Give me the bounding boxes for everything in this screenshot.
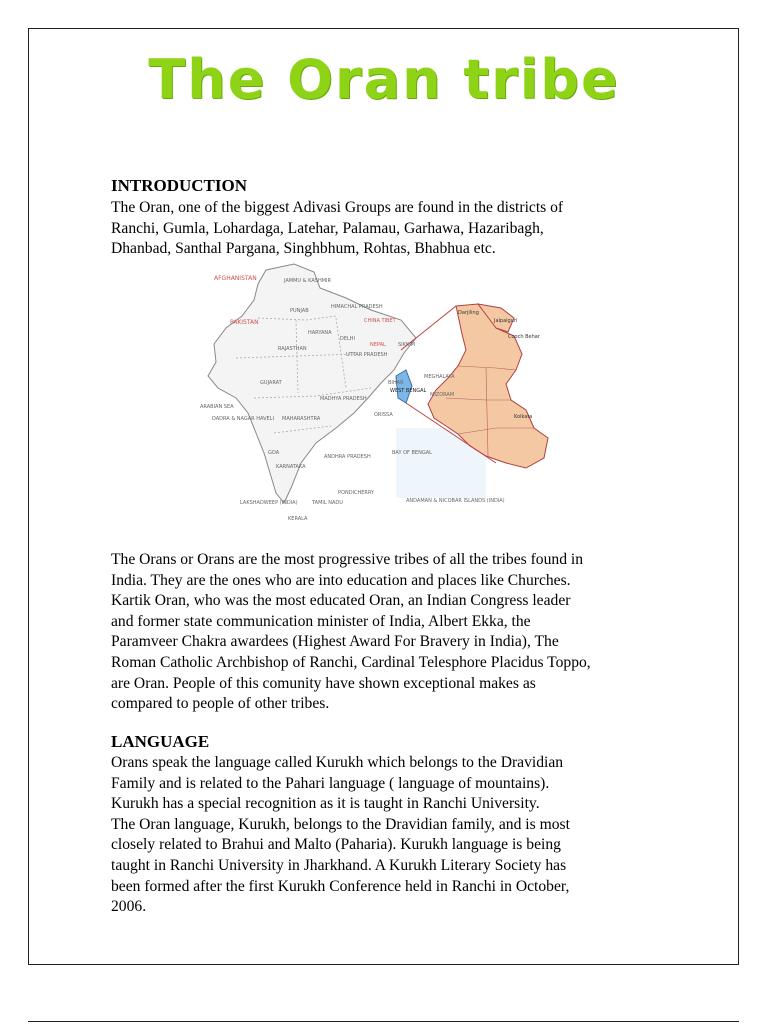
map-label: MAHARASHTRA	[282, 416, 321, 422]
map-label: JAMMU & KASHMIR	[284, 278, 331, 284]
map-label: ORISSA	[374, 412, 393, 418]
text-line: 2006.	[111, 898, 147, 916]
map-label: BIHAR	[388, 380, 404, 386]
map-label: AFGHANISTAN	[214, 275, 257, 282]
map-label: NEPAL	[370, 342, 386, 348]
map-label: MIZORAM	[430, 392, 455, 398]
map-label: BAY OF BENGAL	[392, 450, 432, 456]
introduction-paragraph	[111, 198, 671, 260]
map-label: RAJASTHAN	[278, 346, 307, 352]
map-label: DELHI	[340, 336, 356, 342]
map-label: PUNJAB	[290, 308, 309, 314]
map-label: PAKISTAN	[230, 319, 259, 326]
text-line: Roman Catholic Archbishop of Ranchi, Cardinal Telesphore Placidus Toppo,	[111, 653, 591, 671]
india-map	[196, 258, 576, 522]
map-label: HIMACHAL PRADESH	[331, 304, 383, 310]
west-bengal-marker	[396, 370, 412, 403]
map-label: CHINA TIBET	[364, 318, 396, 324]
map-label: LAKSHADWEEP (INDIA)	[240, 500, 298, 506]
map-label: MADHYA PRADESH	[320, 396, 367, 402]
text-line: The Oran language, Kurukh, belongs to the Dravidian family, and is most	[111, 815, 570, 833]
text-line: The Oran, one of the biggest Adivasi Groups are found in the districts of	[111, 199, 564, 216]
text-line: Dhanbad, Santhal Pargana, Singhbhum, Rohtas, Bhabhua etc.	[111, 240, 496, 258]
next-page-frame	[28, 1021, 739, 1032]
map-label: KARNATAKA	[276, 464, 306, 470]
text-line: are Oran. People of this comunity have shown exceptional makes as	[111, 674, 536, 692]
map-label: DADRA & NAGAR HAVELI	[212, 416, 274, 422]
text-line: and former state communication minister of India, Albert Ekka, the	[111, 612, 531, 630]
map-label: KERALA	[288, 516, 308, 522]
introduction-heading: INTRODUCTION	[111, 176, 248, 195]
map-label: HARYANA	[308, 330, 332, 336]
text-line: India. They are the ones who are into education and places like Churches.	[111, 571, 571, 589]
text-line: Kartik Oran, who was the most educated Oran, an Indian Congress leader	[111, 592, 571, 610]
map-label: TAMIL NADU	[312, 500, 343, 506]
text-line: been formed after the first Kurukh Conference held in Ranchi in October,	[111, 877, 570, 895]
text-line: Orans speak the language called Kurukh which belongs to the Dravidian	[111, 754, 564, 771]
map-label: Cooch Behar	[508, 334, 540, 340]
text-line: Kurukh has a special recognition as it is taught in Ranchi University.	[111, 795, 540, 813]
map-label: GUJARAT	[260, 380, 282, 386]
map-label: ANDAMAN & NICOBAR ISLANDS (INDIA)	[406, 498, 505, 504]
body-paragraph	[111, 550, 671, 715]
language-paragraph	[111, 753, 671, 918]
map-label: Kolkata	[514, 414, 533, 420]
map-label: UTTAR PRADESH	[346, 352, 388, 358]
map-label: ARABIAN SEA	[200, 404, 234, 410]
india-outline	[208, 264, 416, 503]
map-label: Jalpaiguri	[494, 318, 518, 324]
text-line: Family and is related to the Pahari language ( language of mountains).	[111, 774, 550, 792]
text-line: The Orans or Orans are the most progressive tribes of all the tribes found in	[111, 551, 584, 568]
map-label: Darjiling	[458, 310, 479, 316]
text-line: Paramveer Chakra awardees (Highest Award For Bravery in India), The	[111, 633, 559, 651]
map-label: PONDICHERRY	[338, 490, 375, 496]
map-label: WEST BENGAL	[390, 388, 427, 394]
text-line: taught in Ranchi University in Jharkhand. A Kurukh Literary Society has	[111, 856, 567, 874]
map-label: SIKKIM	[398, 342, 415, 348]
map-label: GOA	[268, 450, 280, 456]
text-line: closely related to Brahui and Malto (Paharia). Kurukh language is being	[111, 836, 561, 854]
india-map-illustration	[196, 258, 576, 522]
text-line: Ranchi, Gumla, Lohardaga, Latehar, Palamau, Garhawa, Hazaribagh,	[111, 219, 544, 237]
map-label: ANDHRA PRADESH	[324, 454, 371, 460]
map-label: MEGHALAYA	[424, 374, 455, 380]
text-line: compared to people of other tribes.	[111, 695, 330, 713]
language-heading: LANGUAGE	[111, 732, 210, 751]
page-title: The Oran tribe	[148, 48, 620, 111]
